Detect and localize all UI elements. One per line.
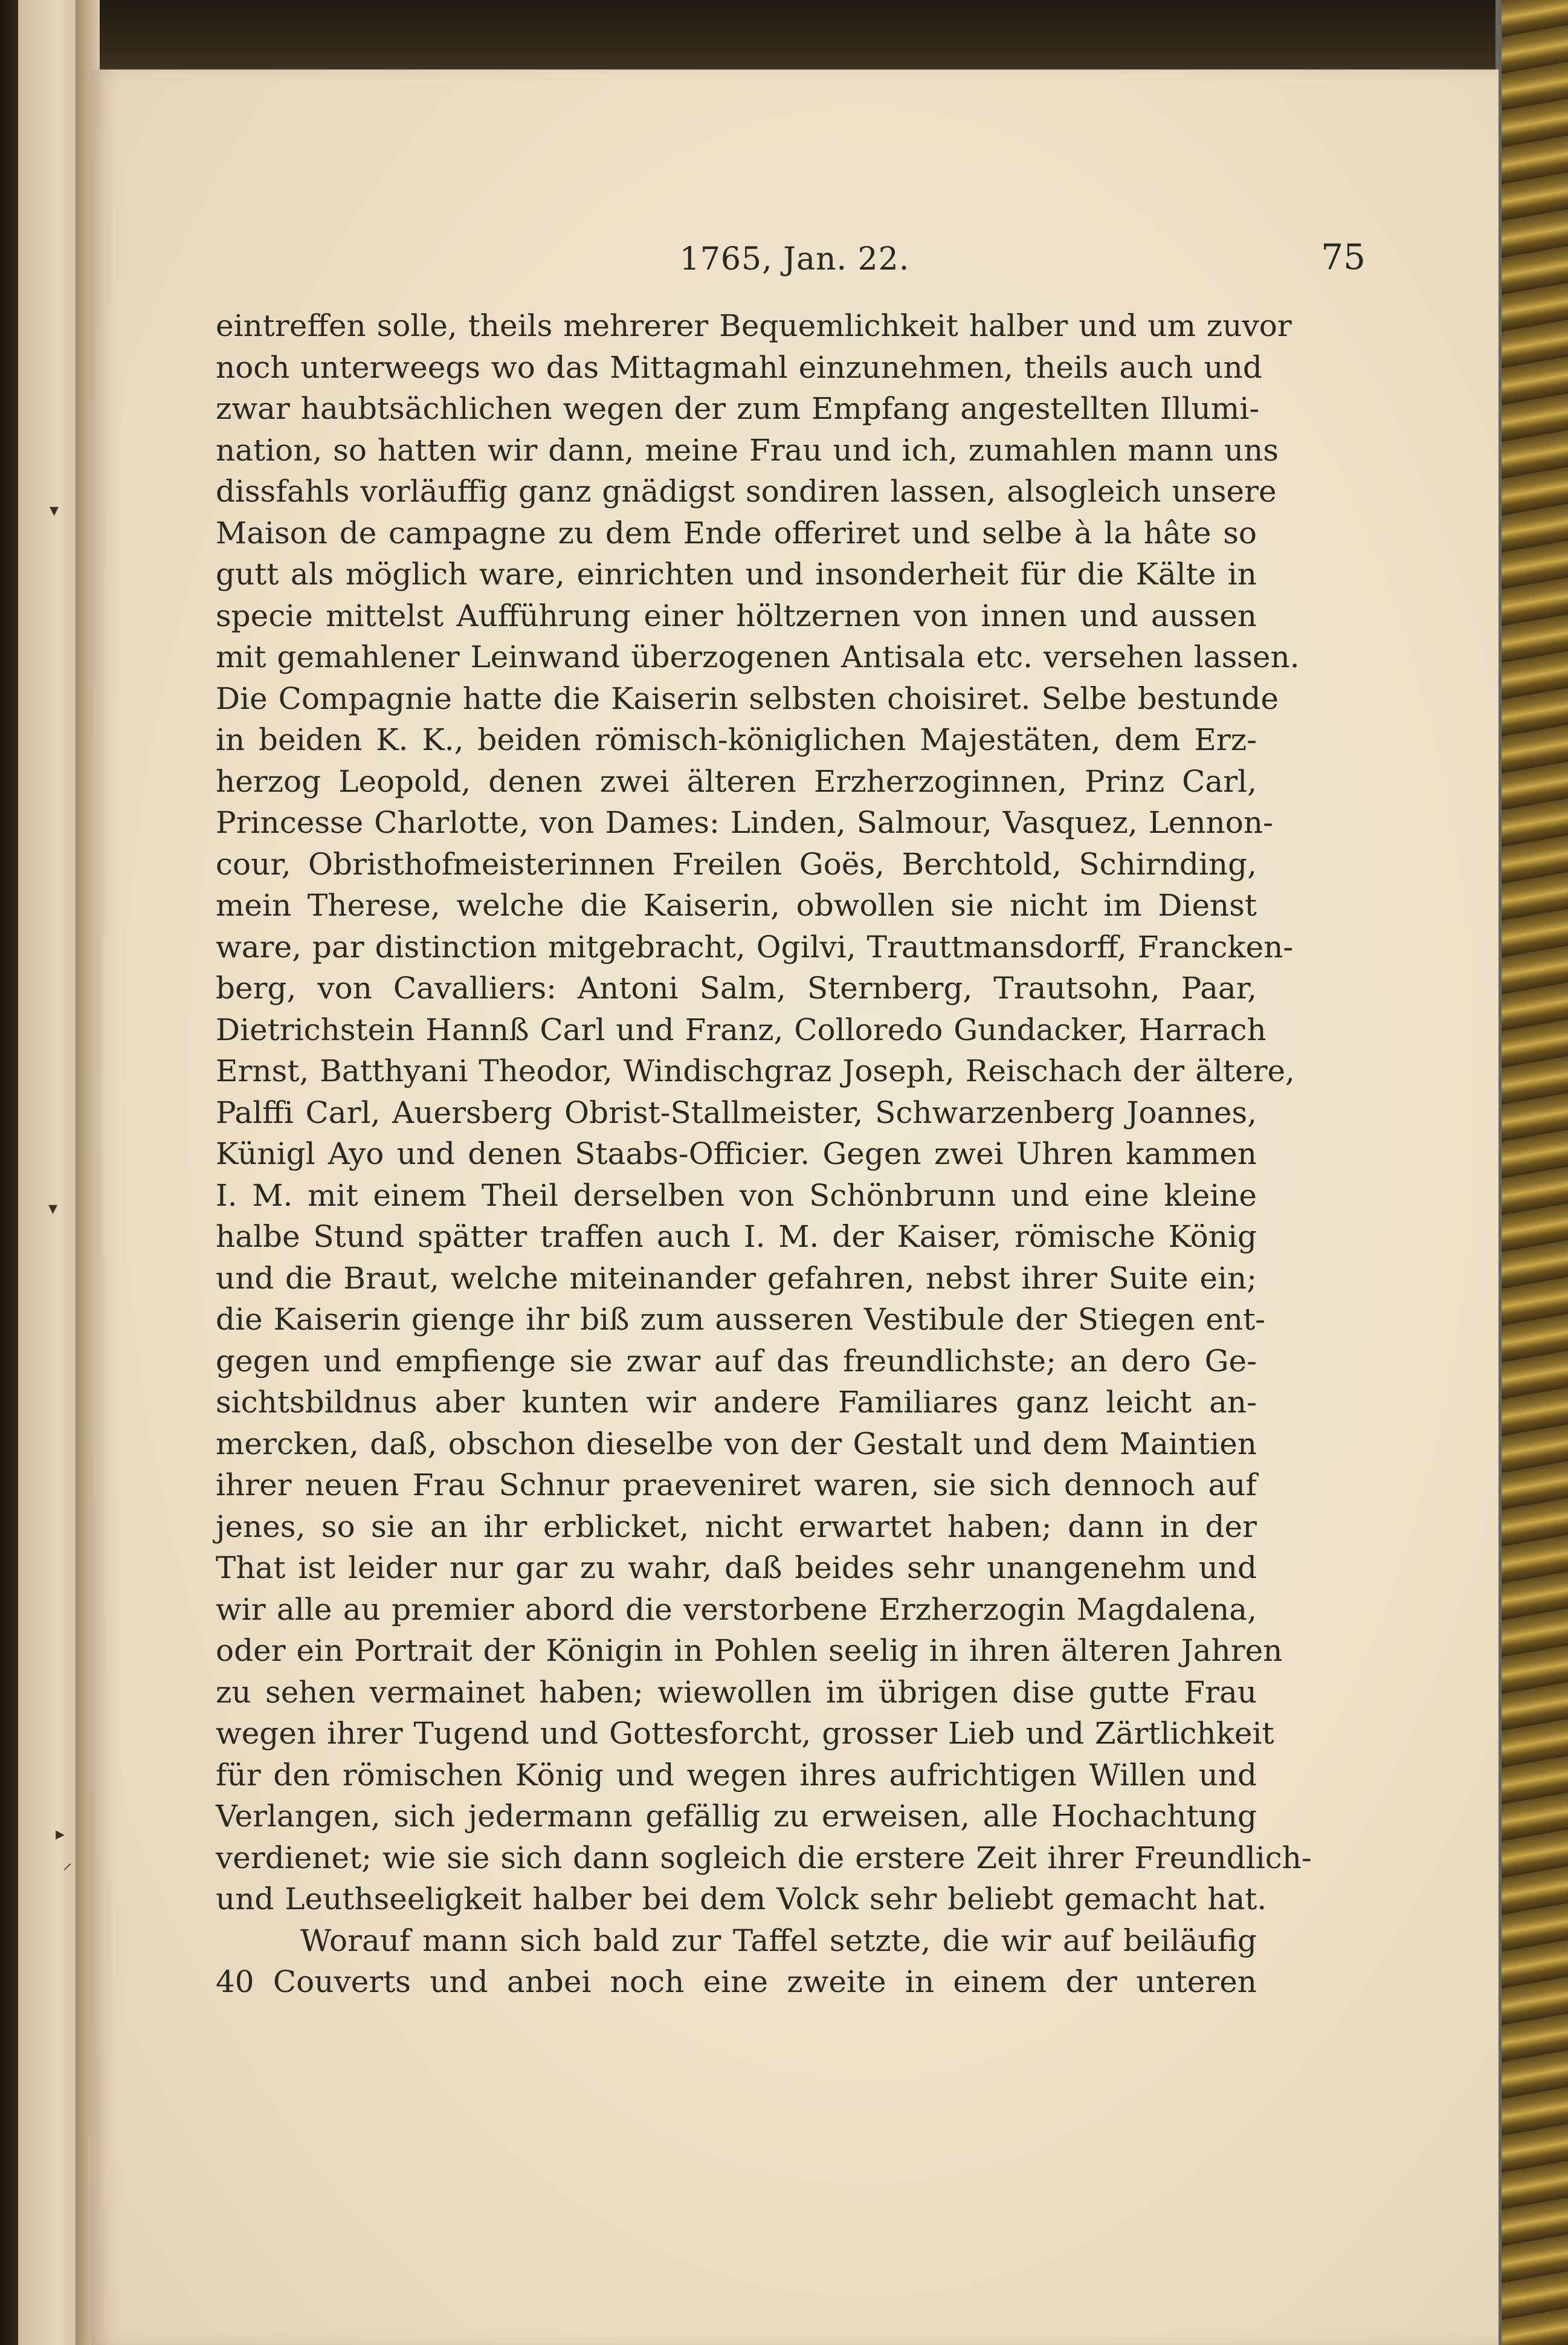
text-line: Dietrichstein Hannß Carl und Franz, Colloredo Gundacker, Harrach <box>216 1012 1266 1047</box>
text-line: noch unterweegs wo das Mittagmahl einzunehmen, theils auch und <box>216 349 1262 385</box>
text-line: zu sehen vermainet haben; wiewollen im übrigen dise gutte Frau <box>216 1674 1257 1710</box>
text-line: für den römischen König und wegen ihres aufrichtigen Willen und <box>216 1757 1257 1793</box>
text-line: wegen ihrer Tugend und Gottesforcht, grosser Lieb und Zärtlichkeit <box>216 1716 1274 1751</box>
page-number: 75 <box>1321 236 1366 277</box>
running-title: 1765, Jan. 22. <box>679 241 910 277</box>
text-line: verdienet; wie sie sich dann sogleich die erstere Zeit ihrer Freundlich- <box>216 1840 1312 1875</box>
marbled-book-edge <box>1502 0 1568 2345</box>
text-line: Verlangen, sich jedermann gefällig zu erweisen, alle Hochachtung <box>216 1799 1257 1834</box>
text-line: in beiden K. K., beiden römisch-königlichen Majestäten, dem Erz- <box>216 722 1257 757</box>
text-line: und die Braut, welche miteinander gefahren, nebst ihrer Suite ein; <box>216 1260 1257 1296</box>
running-head <box>91 236 1499 285</box>
body-text <box>216 305 1312 2003</box>
text-line: Ernst, Batthyani Theodor, Windischgraz Joseph, Reischach der ältere, <box>216 1053 1295 1088</box>
text-line: wir alle au premier abord die verstorbene Erzherzogin Magdalena, <box>216 1591 1257 1627</box>
text-line: gegen und empfienge sie zwar auf das freundlichste; an dero Ge- <box>216 1343 1257 1379</box>
text-line: dissfahls vorläuffig ganz gnädigst sondiren lassen, alsogleich unsere <box>216 474 1277 509</box>
text-line: specie mittelst Aufführung einer höltzernen von innen und aussen <box>216 598 1257 633</box>
text-line: mein Therese, welche die Kaiserin, obwollen sie nicht im Dienst <box>216 888 1257 923</box>
book-page <box>91 70 1499 2345</box>
text-line: eintreffen solle, theils mehrerer Bequemlichkeit halber und um zuvor <box>216 308 1292 343</box>
text-line: Maison de campagne zu dem Ende offeriret und selbe à la hâte so <box>216 515 1257 551</box>
margin-mark-1: ▾ <box>50 500 59 521</box>
text-line: herzog Leopold, denen zwei älteren Erzherzoginnen, Prinz Carl, <box>216 763 1257 799</box>
text-line: und Leuthseeligkeit halber bei dem Volck sehr beliebt gemacht hat. <box>216 1881 1267 1916</box>
text-line: ihrer neuen Frau Schnur praeveniret waren, sie sich dennoch auf <box>216 1467 1257 1502</box>
text-line: Worauf mann sich bald zur Taffel setzte, die wir auf beiläufig <box>300 1923 1257 1958</box>
text-line: mercken, daß, obschon dieselbe von der Gestalt und dem Maintien <box>216 1426 1257 1461</box>
text-line: Künigl Ayo und denen Staabs-Officier. Gegen zwei Uhren kammen <box>216 1136 1257 1171</box>
margin-mark-4: ⸝ <box>63 1852 72 1874</box>
text-line: Palffi Carl, Auersberg Obrist-Stallmeister, Schwarzenberg Joannes, <box>216 1095 1257 1130</box>
text-line: oder ein Portrait der Königin in Pohlen seelig in ihren älteren Jahren <box>216 1633 1283 1668</box>
text-line: I. M. mit einem Theil derselben von Schönbrunn und eine kleine <box>216 1177 1257 1213</box>
text-line: gutt als möglich ware, einrichten und insonderheit für die Kälte in <box>216 557 1257 592</box>
text-line: ware, par distinction mitgebracht, Ogilvi, Trauttmansdorff, Francken- <box>216 929 1294 965</box>
text-line: jenes, so sie an ihr erblicket, nicht erwartet haben; dann in der <box>216 1509 1257 1544</box>
text-line: sichtsbildnus aber kunten wir andere Familiares ganz leicht an- <box>216 1385 1257 1420</box>
text-line: halbe Stund spätter traffen auch I. M. der Kaiser, römische König <box>216 1219 1257 1254</box>
background-top <box>0 0 1568 79</box>
previous-page-edge <box>18 0 85 2345</box>
text-line: Princesse Charlotte, von Dames: Linden, Salmour, Vasquez, Lennon- <box>216 805 1273 840</box>
margin-mark-3: ▸ <box>56 1823 65 1845</box>
text-line: nation, so hatten wir dann, meine Frau und ich, zumahlen mann uns <box>216 432 1279 468</box>
text-line: 40 Couverts und anbei noch eine zweite in einem der unteren <box>216 1964 1257 1999</box>
text-line: cour, Obristhofmeisterinnen Freilen Goës, Berchtold, Schirnding, <box>216 846 1257 882</box>
text-line: That ist leider nur gar zu wahr, daß beides sehr unangenehm und <box>216 1550 1257 1585</box>
text-line: Die Compagnie hatte die Kaiserin selbsten choisiret. Selbe bestunde <box>216 681 1279 716</box>
margin-mark-2: ▾ <box>48 1198 58 1219</box>
text-line: mit gemahlener Leinwand überzogenen Antisala etc. versehen lassen. <box>216 639 1300 674</box>
text-line: die Kaiserin gienge ihr biß zum ausseren Vestibule der Stiegen ent- <box>216 1302 1266 1337</box>
text-line: zwar haubtsächlichen wegen der zum Empfang angestellten Illumi- <box>216 391 1260 426</box>
text-line: berg, von Cavalliers: Antoni Salm, Sternberg, Trautsohn, Paar, <box>216 971 1257 1006</box>
